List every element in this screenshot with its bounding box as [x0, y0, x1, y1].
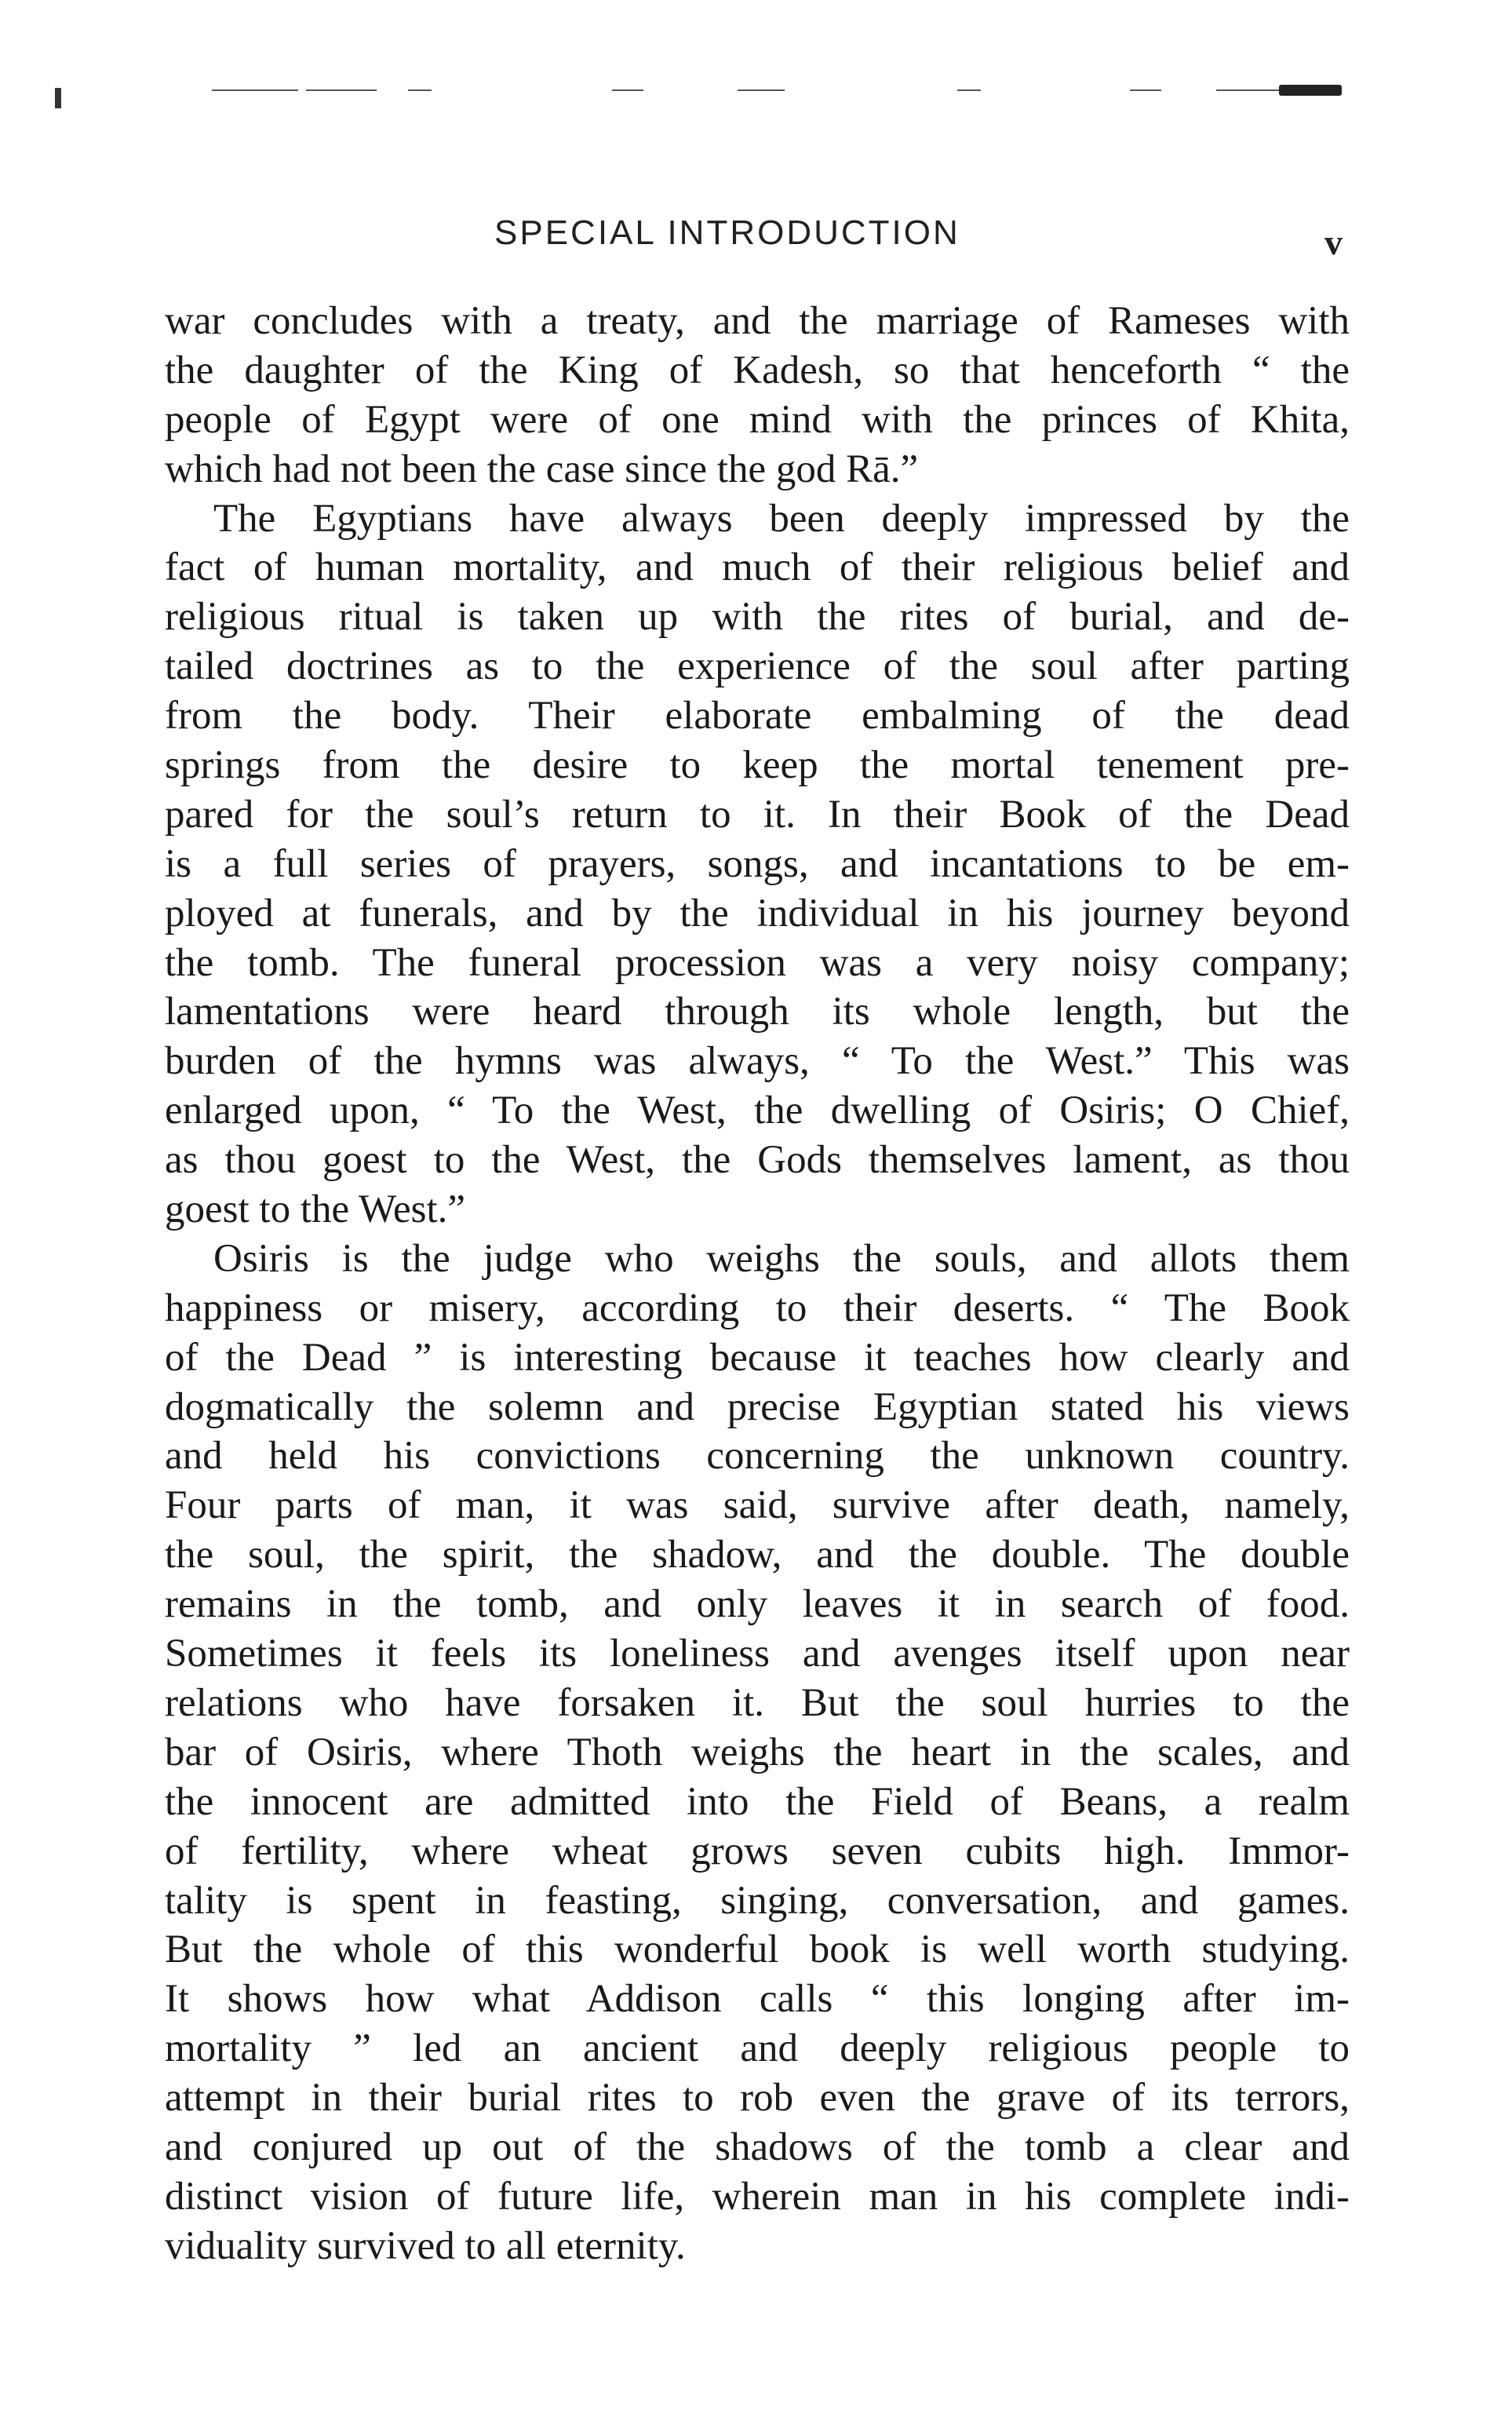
text-line: distinct vision of future life, wherein man in his complete indi- [165, 2174, 1350, 2219]
text-line: burden of the hymns was always, “ To the West.” This was [165, 1039, 1350, 1084]
text-line: fact of human mortality, and much of their religious belief and [165, 545, 1350, 590]
text-line: Osiris is the judge who weighs the souls, and allots them [213, 1236, 1350, 1281]
text-line: The Egyptians have always been deeply impressed by the [213, 496, 1350, 541]
text-line: It shows how what Addison calls “ this longing after im- [165, 1977, 1350, 2022]
text-line: springs from the desire to keep the mortal tenement pre- [165, 743, 1350, 788]
text-line: the tomb. The funeral procession was a very noisy company; [165, 940, 1350, 985]
text-line: the innocent are admitted into the Field of Beans, a realm [165, 1779, 1350, 1824]
text-line: people of Egypt were of one mind with the princes of Khita, [165, 397, 1350, 442]
text-line: and held his convictions concerning the unknown country. [165, 1434, 1350, 1479]
text-line: But the whole of this wonderful book is well worth studying. [165, 1927, 1350, 1972]
text-line: Four parts of man, it was said, survive after death, namely, [165, 1483, 1350, 1528]
text-line: which had not been the case since the god Rā.” [165, 447, 919, 491]
paragraph [165, 297, 1350, 494]
text-line: as thou goest to the West, the Gods themselves lament, as thou [165, 1138, 1350, 1183]
text-line: mortality ” led an ancient and deeply religious people to [165, 2026, 1350, 2071]
text-line: viduality survived to all eternity. [165, 2223, 686, 2268]
body-text [165, 297, 1350, 2271]
text-line: of fertility, where wheat grows seven cubits high. Immor- [165, 1829, 1350, 1873]
text-line: the soul, the spirit, the shadow, and the double. The double [165, 1533, 1350, 1577]
text-line: goest to the West.” [165, 1187, 466, 1232]
text-line: is a full series of prayers, songs, and incantations to be em- [165, 841, 1350, 886]
text-line: attempt in their burial rites to rob even the grave of its terrors, [165, 2076, 1350, 2121]
text-line: from the body. Their elaborate embalming of the dead [165, 694, 1350, 739]
scan-corner-mark [55, 88, 61, 108]
text-line: happiness or misery, according to their deserts. “ The Book [165, 1286, 1350, 1330]
text-line: enlarged upon, “ To the West, the dwelling of Osiris; O Chief, [165, 1089, 1350, 1133]
text-line: pared for the soul’s return to it. In their Book of the Dead [165, 792, 1350, 837]
text-line: bar of Osiris, where Thoth weighs the heart in the scales, and [165, 1730, 1350, 1774]
paragraph [165, 1235, 1350, 2271]
text-line: tality is spent in feasting, singing, conversation, and games. [165, 1878, 1350, 1923]
text-line: lamentations were heard through its whole length, but the [165, 990, 1350, 1034]
page-number: v [1324, 222, 1343, 262]
text-line: war concludes with a treaty, and the marriage of Rameses with [165, 299, 1350, 343]
text-line: ployed at funerals, and by the individual in his journey beyond [165, 891, 1350, 935]
text-line: and conjured up out of the shadows of the tomb a clear and [165, 2124, 1350, 2169]
text-line: the daughter of the King of Kadesh, so that henceforth “ the [165, 348, 1350, 392]
text-line: tailed doctrines as to the experience of the soul after parting [165, 644, 1350, 689]
text-line: of the Dead ” is interesting because it teaches how clearly and [165, 1335, 1350, 1380]
text-line: relations who have forsaken it. But the soul hurries to the [165, 1680, 1350, 1725]
scan-top-artifacts [173, 85, 1365, 96]
text-line: Sometimes it feels its loneliness and avenges itself upon near [165, 1632, 1350, 1676]
text-line: remains in the tomb, and only leaves it in search of food. [165, 1582, 1350, 1627]
running-head: SPECIAL INTRODUCTION [494, 213, 960, 252]
text-line: dogmatically the solemn and precise Egyptian stated his views [165, 1384, 1350, 1429]
paragraph [165, 494, 1350, 1235]
text-line: religious ritual is taken up with the rites of burial, and de- [165, 595, 1350, 640]
